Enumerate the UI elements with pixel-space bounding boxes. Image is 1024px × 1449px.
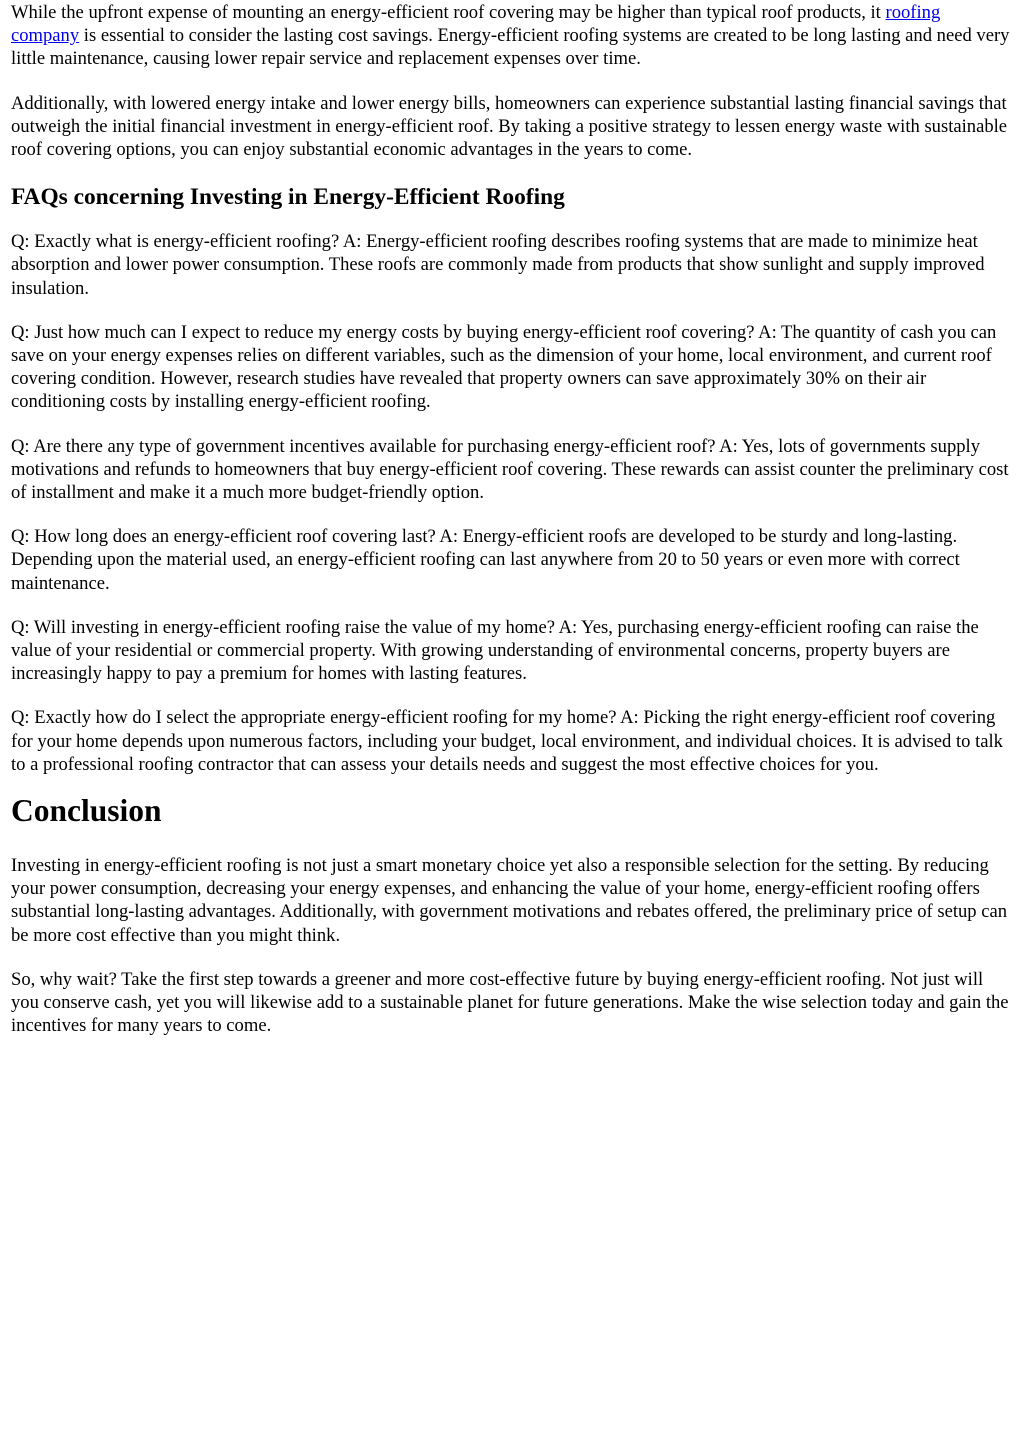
document-page xyxy=(0,1,1024,1038)
roofing-company-link[interactable]: roofing company xyxy=(11,2,941,47)
faq-item: Q: Exactly how do I select the appropriate energy-efficient roofing for my home? A: Picking the right energy-efficient roof covering for your home depends upon numerous factors, including your budget, local environment, and individual choices. It is advised to talk to a professional roofing contractor that can assess your details needs and suggest the most effective choices for you. xyxy=(11,707,1003,775)
faq-item: Q: Will investing in energy-efficient roofing raise the value of my home? A: Yes, purchasing energy-efficient roofing can raise the value of your residential or commercial property. With growing understanding of environmental concerns, property buyers are increasingly happy to pay a premium for homes with lasting features. xyxy=(11,616,979,685)
faq-item: Q: Just how much can I expect to reduce my energy costs by buying energy-efficient roof covering? A: The quantity of cash you can save on your energy expenses relies on different variables, such as the dimension of your home, local environment, and current roof covering condition. However, research studies have revealed that property owners can save approximately 30% on their air conditioning costs by installing energy-efficient roofing. xyxy=(11,321,997,413)
faq-item: Q: How long does an energy-efficient roof covering last? A: Energy-efficient roofs are developed to be sturdy and long-lasting. Depending upon the material used, an energy-efficient roofing can last anywhere from 20 to 50 years or even more with correct maintenance. xyxy=(11,526,960,594)
faq-item: Q: Exactly what is energy-efficient roofing? A: Energy-efficient roofing describes roofing systems that are made to minimize heat absorption and lower power consumption. These roofs are commonly made from products that show sunlight and supply improved insulation. xyxy=(11,231,985,299)
conclusion-paragraph-1: Investing in energy-efficient roofing is not just a smart monetary choice yet also a responsible selection for the setting. By reducing your power consumption, decreasing your energy expenses, and enhancing the value of your home, energy-efficient roofing offers substantial long-lasting advantages. Additionally, with government motivations and rebates offered, the preliminary price of setup can be more cost effective than you might think. xyxy=(11,855,1008,946)
intro-paragraph-1 xyxy=(11,1,1013,71)
intro-paragraph-2: Additionally, with lowered energy intake and lower energy bills, homeowners can experience substantial lasting financial savings that outweigh the initial financial investment in energy-efficient roof. By taking a positive strategy to lessen energy waste with sustainable roof covering options, you can enjoy substantial economic advantages in the years to come. xyxy=(11,92,1008,161)
intro-text-after-link: is essential to consider the lasting cost savings. Energy-efficient roofing systems are created to be long lasting and need very little maintenance, causing lower repair service and replacement expenses over time. xyxy=(11,25,1010,70)
intro-text-before-link: While the upfront expense of mounting an energy-efficient roof covering may be higher than typical roof products, it xyxy=(11,2,886,23)
conclusion-heading: Conclusion xyxy=(11,793,162,829)
faq-item: Q: Are there any type of government incentives available for purchasing energy-efficient roof? A: Yes, lots of governments supply motivations and refunds to homeowners that buy energy-efficient roof covering. These rewards can assist counter the preliminary cost of installment and make it a much more budget-friendly option. xyxy=(11,435,1009,504)
faq-heading: FAQs concerning Investing in Energy-Efficient Roofing xyxy=(11,184,565,211)
conclusion-paragraph-2: So, why wait? Take the first step towards a greener and more cost-effective future by buying energy-efficient roofing. Not just will you conserve cash, yet you will likewise add to a sustainable planet for future generations. Make the wise selection today and gain the incentives for many years to come. xyxy=(11,968,1009,1037)
